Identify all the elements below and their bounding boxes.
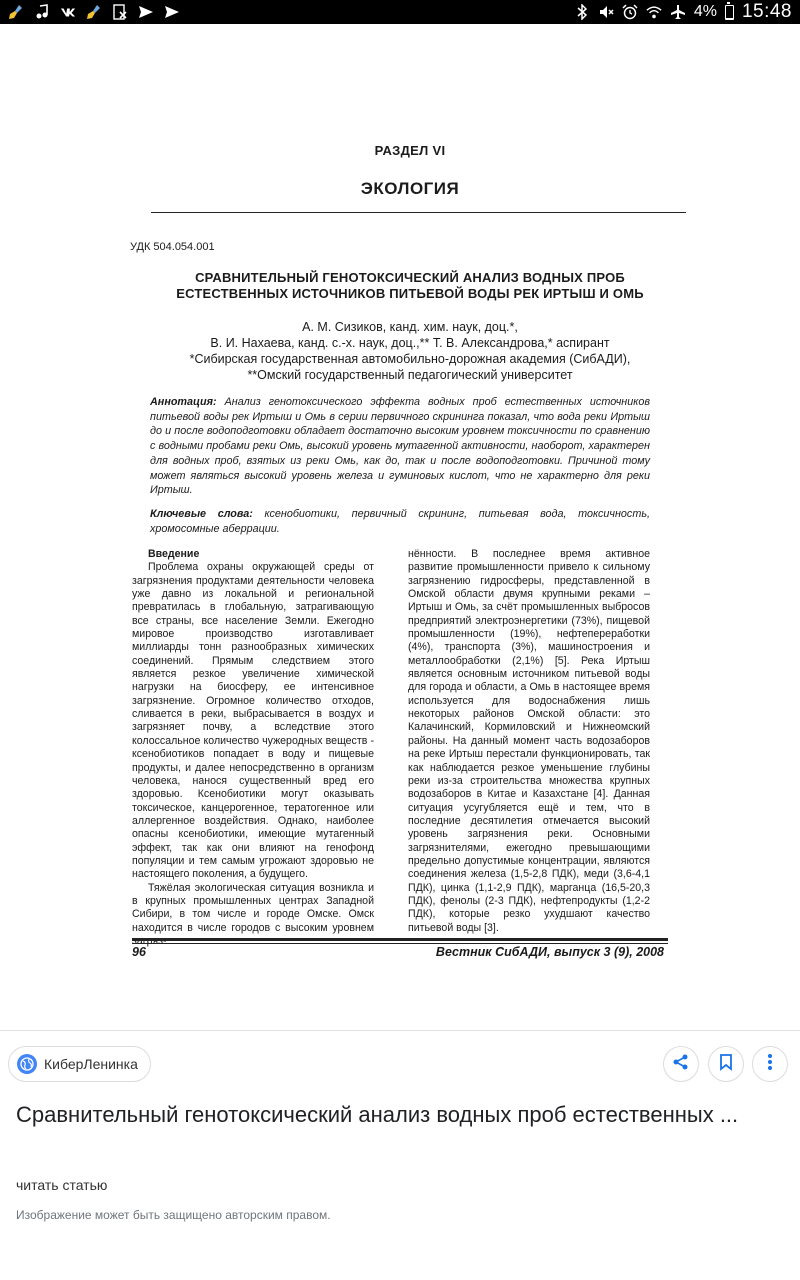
battery-icon [725,5,734,20]
page-number: 96 [132,945,146,959]
udk-code: УДК 504.054.001 [130,241,215,253]
airplane-icon [670,4,686,20]
abstract-label: Аннотация: [150,396,217,408]
authors-line: А. М. Сизиков, канд. хим. наук, доц.*, [302,320,518,334]
mute-icon [598,4,614,20]
article-title-line: ЕСТЕСТВЕННЫХ ИСТОЧНИКОВ ПИТЬЕВОЙ ВОДЫ РЕК ИРТЫШ И ОМЬ [176,286,644,301]
notification-icons [8,4,180,20]
battery-level [726,18,733,19]
more-options-button[interactable] [752,1046,788,1082]
share-button[interactable] [663,1046,699,1082]
read-article-link[interactable]: читать статью [16,1177,108,1193]
system-icons [574,1,792,23]
clock: 15:48 [741,1,792,22]
body-paragraph: Проблема охраны окружающей среды от загрязнения продуктами деятельности человека уже давно из локальной и региональной превратилась в глобальную, затрагивающую все страны, все население Земли. Ежегодно мировое производство изготавливает миллиарды тонн разнообразных химических соединений. Прямым следствием этого является резкое увеличение химической нагрузки на биосферу, ее интенсивное загрязнение. Огромное количество отходов, сливается в реки, выбрасывается в воздух и загрязняет почву, а вследствие этого колоссальное количество чужеродных веществ - ксенобиотиков попадает в воду и пищевые продукты, и далее непосредственно в организм человека, нанося существенный вред его здоровью. Ксенобиотики могут оказывать токсическое, канцерогенное, тератогенное или аллергенное воздействия. Однако, наиболее опасны ксенобиотики, имеющие мутагенный эффект, так как они влияют на генофонд популяции и тем самым угрожают здоровью не настоящего поколения, а будущего. [132,561,374,881]
abstract [150,395,650,498]
bluetooth-icon [574,4,590,20]
battery-percent: 4% [693,3,717,20]
send-icon [138,4,154,20]
keywords-label: Ключевые слова: [150,508,253,520]
keywords [150,507,650,536]
abstract-text: Анализ генотоксического эффекта водных проб естественных источников питьевой воды рек Иртыш и Омь в серии первичного скрининга показал, что вода реки Иртыш до и после водоподготовки обладает достаточно высоким уровнем токсичности по сравнению с водными пробами реки Омь, высокий уровень мутагенной активности, наоборот, характерен для водных проб, взятых из реки Омь, как до, так и после водоподготовки. Причиной тому может являться высокий уровень железа и гуминовых кислот, что не характерно для реки Иртыш. [150,396,650,497]
section-number: РАЗДЕЛ VI [374,143,446,158]
body-paragraph: нённости. В последнее время активное развитие промышленности привело к сильному загрязнению гидросферы, представленной в Омской области двумя крупными реками – Иртыш и Омь, за счёт промышленных выбросов предприятий электроэнергетики (73%), пищевой промышленности (19%), нефтепереработки (4%), транспорта (3%), машиностроения и металлообработки (2,1%) [5]. Река Иртыш является основным источником питьевой воды для города и области, а Омь в настоящее время используется для водоснабжения лишь некоторых районов Омской области: это Калачинский, Кормиловский и Нижнеомский районы. На данный момент часть водозаборов на реке Иртыш перестали функционировать, так как наблюдается резкое уменьшение глубины реки из-за строительства множества крупных водозаборов в Китае и Казахстане [4]. Данная ситуация усугубляется ещё и тем, что в последние десятилетия отмечается высокий уровень загрязнения реки. Основными загрязнителями, ежегодно превышающими предельно допустимые концентрации, являются соединения железа (1,5-2,8 ПДК), меди (3,6-4,1 ПДК), цинка (1,1-2,9 ПДК), марганца (16,5-20,3 ПДК), фенолы (2-3 ПДК), нефтепродукты (1,2-2 ПДК), которые резко ухудшают качество питьевой воды [3]. [408,548,650,934]
music-note-icon [34,4,50,20]
header-rule [151,212,686,213]
bookmark-icon [718,1053,734,1076]
authors-line: В. И. Нахаева, канд. с.-х. наук, доц.,** Т. В. Александрова,* аспирант [210,336,610,350]
source-name: КиберЛенинка [44,1056,138,1072]
body-paragraph: Тяжёлая экологическая ситуация возникла и в крупных промышленных центрах Западной Сибири, в том числе и городе Омске. Омск находится в числе городов с высоким уровнем загряз- [132,881,374,947]
status-bar [0,0,800,24]
broom-icon [86,4,102,20]
file-x-icon [112,4,128,20]
article-title [132,270,688,302]
journal-citation: Вестник СибАДИ, выпуск 3 (9), 2008 [435,945,664,959]
copyright-note: Изображение может быть защищено авторским правом. [16,1208,331,1222]
share-icon [672,1053,690,1076]
result-title[interactable]: Сравнительный генотоксический анализ водных проб естественных ... [16,1102,739,1127]
section-title: ЭКОЛОГИЯ [360,179,460,198]
send-icon [164,4,180,20]
divider [0,1030,800,1031]
document-image[interactable] [0,24,800,1030]
alarm-icon [622,4,638,20]
footer-rule [132,938,668,941]
affiliation-line: *Сибирская государственная автомобильно-дорожная академия (СибАДИ), [189,352,631,366]
article-title-line: СРАВНИТЕЛЬНЫЙ ГЕНОТОКСИЧЕСКИЙ АНАЛИЗ ВОДНЫХ ПРОБ [195,270,625,285]
body-column-right [408,548,650,935]
authors-block [132,319,688,383]
more-vert-icon [767,1053,773,1076]
broom-icon [8,4,24,20]
footer-rule-thin [132,943,668,944]
keywords-text: ксенобиотики, первичный скрининг, питьевая вода, токсичность, хромосомные аберрации. [150,508,651,535]
intro-heading: Введение [148,548,200,560]
globe-icon [17,1054,37,1074]
body-column-left [132,548,374,948]
source-chip[interactable] [8,1046,151,1082]
affiliation-line: **Омский государственный педагогический университет [247,368,573,382]
vk-icon [60,4,76,20]
save-button[interactable] [708,1046,744,1082]
wifi-icon [646,4,662,20]
